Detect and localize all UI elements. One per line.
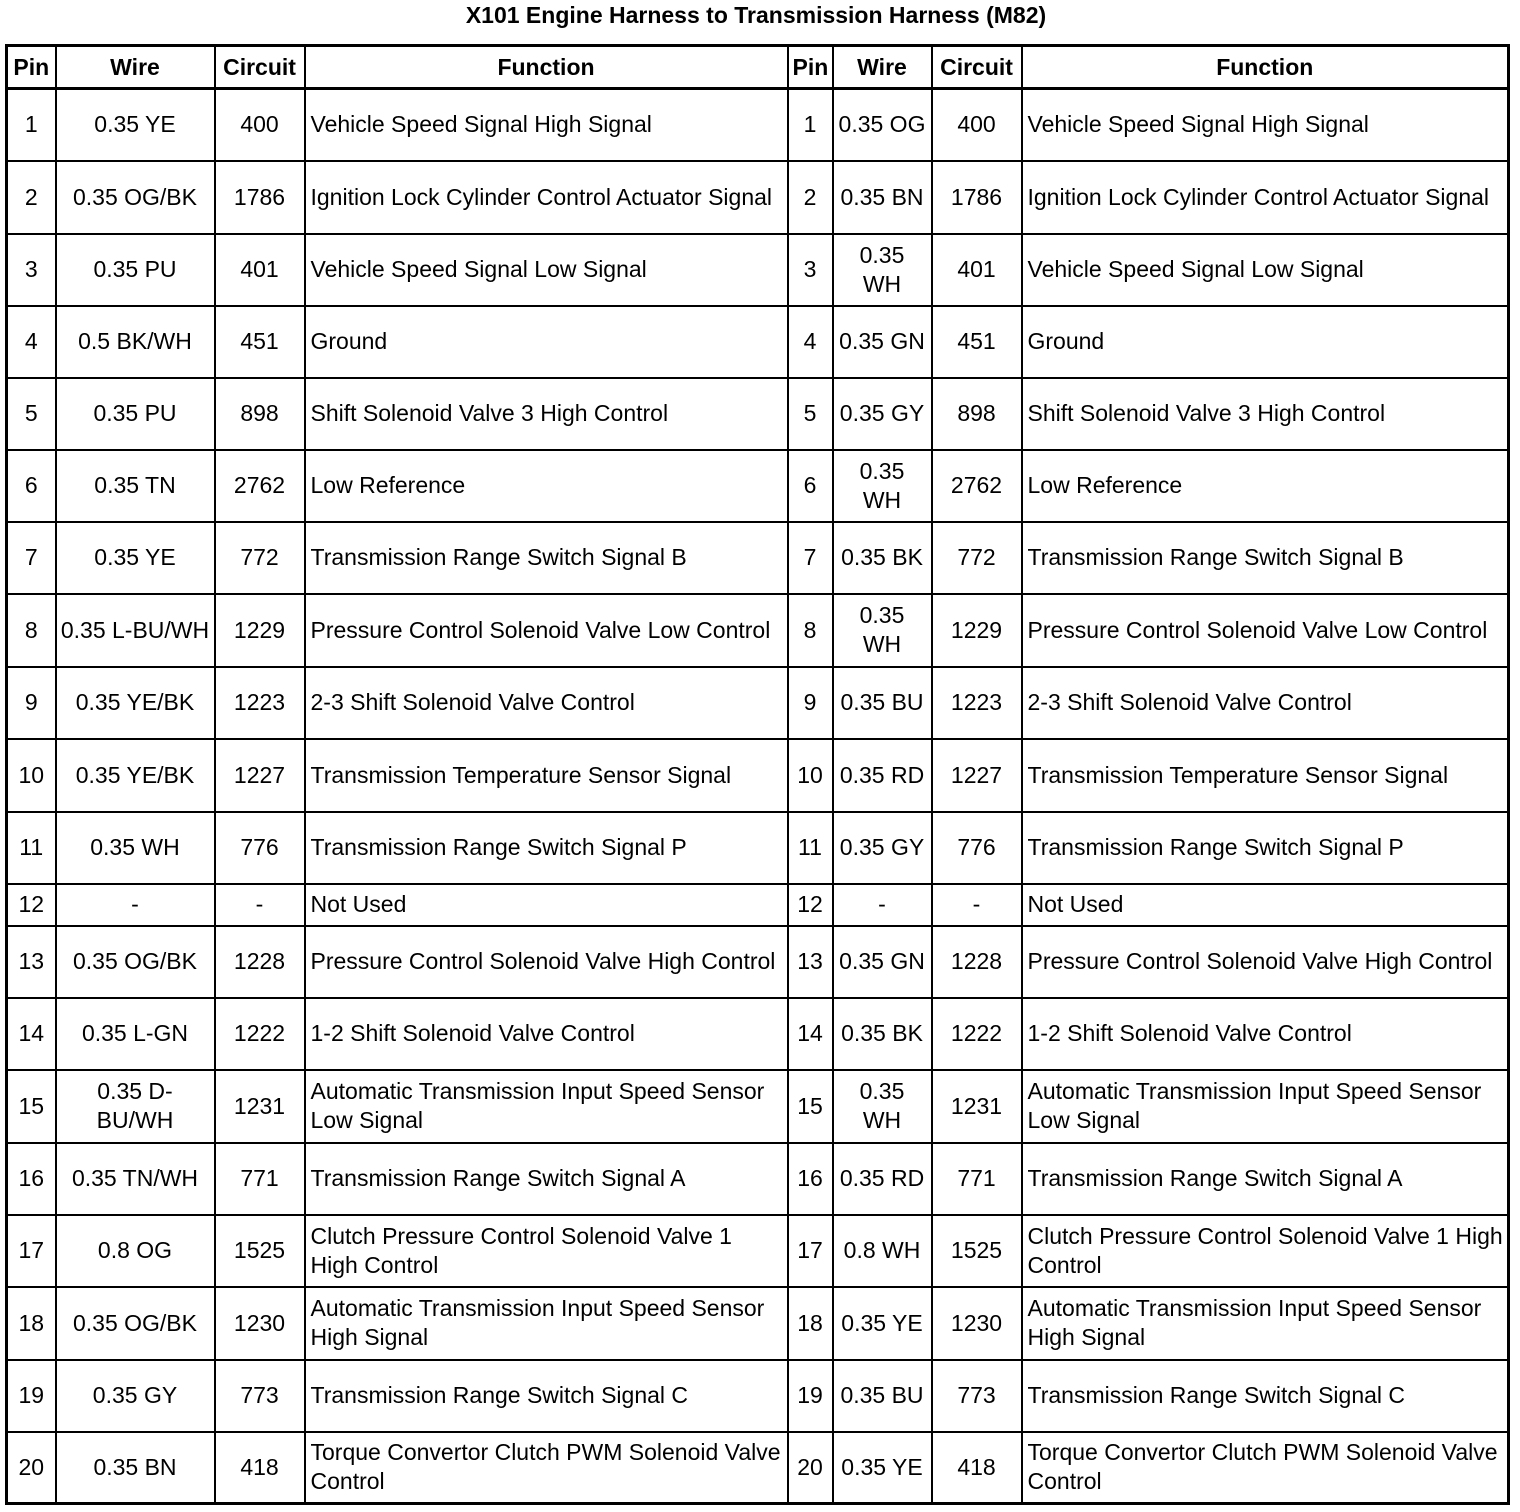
table-row bbox=[7, 1070, 1509, 1143]
cell-function-left: Transmission Range Switch Signal B bbox=[305, 522, 788, 594]
cell-function-right: Transmission Range Switch Signal P bbox=[1022, 812, 1509, 884]
cell-wire-left: 0.35 PU bbox=[56, 378, 215, 450]
table-row bbox=[7, 884, 1509, 926]
cell-circuit-right: 773 bbox=[932, 1360, 1022, 1432]
table-row bbox=[7, 1360, 1509, 1432]
cell-pin-right: 9 bbox=[788, 667, 833, 739]
cell-circuit-left: - bbox=[215, 884, 305, 926]
cell-function-left: Ground bbox=[305, 306, 788, 378]
cell-wire-left: 0.35 PU bbox=[56, 234, 215, 306]
table-row bbox=[7, 1432, 1509, 1504]
cell-circuit-left: 401 bbox=[215, 234, 305, 306]
cell-circuit-left: 1222 bbox=[215, 998, 305, 1070]
cell-wire-left: 0.35 L-GN bbox=[56, 998, 215, 1070]
cell-circuit-left: 772 bbox=[215, 522, 305, 594]
cell-wire-left: 0.35 D-BU/WH bbox=[56, 1070, 215, 1143]
cell-circuit-right: - bbox=[932, 884, 1022, 926]
cell-function-right: Pressure Control Solenoid Valve High Control bbox=[1022, 926, 1509, 998]
cell-function-left: 1-2 Shift Solenoid Valve Control bbox=[305, 998, 788, 1070]
cell-circuit-left: 1231 bbox=[215, 1070, 305, 1143]
header-function-right: Function bbox=[1022, 46, 1509, 89]
cell-pin-right: 1 bbox=[788, 89, 833, 161]
header-circuit-left: Circuit bbox=[215, 46, 305, 89]
cell-circuit-right: 400 bbox=[932, 89, 1022, 161]
cell-pin-left: 14 bbox=[7, 998, 56, 1070]
cell-pin-right: 14 bbox=[788, 998, 833, 1070]
cell-wire-left: 0.35 YE/BK bbox=[56, 739, 215, 812]
cell-circuit-right: 451 bbox=[932, 306, 1022, 378]
cell-circuit-left: 2762 bbox=[215, 450, 305, 522]
cell-function-right: Pressure Control Solenoid Valve Low Control bbox=[1022, 594, 1509, 667]
cell-circuit-right: 1228 bbox=[932, 926, 1022, 998]
table-row bbox=[7, 1287, 1509, 1360]
cell-pin-left: 3 bbox=[7, 234, 56, 306]
header-pin-left: Pin bbox=[7, 46, 56, 89]
cell-wire-right: 0.35 YE bbox=[833, 1287, 932, 1360]
cell-pin-left: 7 bbox=[7, 522, 56, 594]
cell-circuit-right: 771 bbox=[932, 1143, 1022, 1215]
cell-wire-right: 0.8 WH bbox=[833, 1215, 932, 1287]
cell-wire-right: 0.35 WH bbox=[833, 234, 932, 306]
cell-pin-right: 10 bbox=[788, 739, 833, 812]
cell-wire-right: - bbox=[833, 884, 932, 926]
cell-function-right: Low Reference bbox=[1022, 450, 1509, 522]
cell-pin-right: 17 bbox=[788, 1215, 833, 1287]
cell-function-right: Ignition Lock Cylinder Control Actuator Signal bbox=[1022, 161, 1509, 234]
cell-circuit-right: 1222 bbox=[932, 998, 1022, 1070]
cell-pin-left: 11 bbox=[7, 812, 56, 884]
cell-pin-right: 5 bbox=[788, 378, 833, 450]
table-row bbox=[7, 1215, 1509, 1287]
table-row bbox=[7, 739, 1509, 812]
cell-circuit-right: 898 bbox=[932, 378, 1022, 450]
cell-function-right: Torque Convertor Clutch PWM Solenoid Valve Control bbox=[1022, 1432, 1509, 1504]
table-row bbox=[7, 234, 1509, 306]
cell-function-right: Transmission Range Switch Signal B bbox=[1022, 522, 1509, 594]
cell-circuit-right: 1230 bbox=[932, 1287, 1022, 1360]
header-function-left: Function bbox=[305, 46, 788, 89]
cell-wire-right: 0.35 BU bbox=[833, 667, 932, 739]
cell-function-left: Vehicle Speed Signal High Signal bbox=[305, 89, 788, 161]
cell-circuit-left: 1223 bbox=[215, 667, 305, 739]
cell-pin-left: 9 bbox=[7, 667, 56, 739]
cell-pin-left: 4 bbox=[7, 306, 56, 378]
cell-wire-right: 0.35 GN bbox=[833, 306, 932, 378]
table-row bbox=[7, 812, 1509, 884]
cell-circuit-right: 418 bbox=[932, 1432, 1022, 1504]
cell-circuit-left: 1786 bbox=[215, 161, 305, 234]
cell-function-right: Vehicle Speed Signal High Signal bbox=[1022, 89, 1509, 161]
table-row bbox=[7, 926, 1509, 998]
cell-pin-left: 5 bbox=[7, 378, 56, 450]
cell-pin-left: 1 bbox=[7, 89, 56, 161]
cell-function-right: Transmission Temperature Sensor Signal bbox=[1022, 739, 1509, 812]
cell-function-right: Shift Solenoid Valve 3 High Control bbox=[1022, 378, 1509, 450]
cell-pin-left: 6 bbox=[7, 450, 56, 522]
cell-function-left: 2-3 Shift Solenoid Valve Control bbox=[305, 667, 788, 739]
cell-function-left: Pressure Control Solenoid Valve Low Control bbox=[305, 594, 788, 667]
cell-function-right: Automatic Transmission Input Speed Sensor High Signal bbox=[1022, 1287, 1509, 1360]
table-row bbox=[7, 998, 1509, 1070]
cell-pin-right: 4 bbox=[788, 306, 833, 378]
cell-function-left: Transmission Range Switch Signal C bbox=[305, 1360, 788, 1432]
cell-circuit-right: 776 bbox=[932, 812, 1022, 884]
table-row bbox=[7, 1143, 1509, 1215]
cell-function-right: Ground bbox=[1022, 306, 1509, 378]
cell-pin-right: 15 bbox=[788, 1070, 833, 1143]
cell-circuit-right: 2762 bbox=[932, 450, 1022, 522]
cell-pin-left: 15 bbox=[7, 1070, 56, 1143]
cell-function-left: Low Reference bbox=[305, 450, 788, 522]
cell-circuit-left: 771 bbox=[215, 1143, 305, 1215]
cell-function-left: Clutch Pressure Control Solenoid Valve 1 High Control bbox=[305, 1215, 788, 1287]
table-row bbox=[7, 89, 1509, 161]
cell-wire-left: 0.35 OG/BK bbox=[56, 161, 215, 234]
header-wire-right: Wire bbox=[833, 46, 932, 89]
table-row bbox=[7, 306, 1509, 378]
cell-wire-left: 0.5 BK/WH bbox=[56, 306, 215, 378]
cell-pin-right: 2 bbox=[788, 161, 833, 234]
cell-circuit-left: 400 bbox=[215, 89, 305, 161]
cell-wire-right: 0.35 GY bbox=[833, 812, 932, 884]
cell-circuit-right: 1786 bbox=[932, 161, 1022, 234]
cell-pin-left: 20 bbox=[7, 1432, 56, 1504]
cell-pin-left: 8 bbox=[7, 594, 56, 667]
cell-circuit-right: 1229 bbox=[932, 594, 1022, 667]
cell-function-left: Automatic Transmission Input Speed Sensor Low Signal bbox=[305, 1070, 788, 1143]
cell-function-right: Transmission Range Switch Signal C bbox=[1022, 1360, 1509, 1432]
cell-wire-left: 0.35 GY bbox=[56, 1360, 215, 1432]
cell-pin-left: 2 bbox=[7, 161, 56, 234]
cell-pin-right: 13 bbox=[788, 926, 833, 998]
cell-pin-left: 12 bbox=[7, 884, 56, 926]
cell-wire-right: 0.35 RD bbox=[833, 739, 932, 812]
cell-wire-left: 0.35 TN bbox=[56, 450, 215, 522]
cell-circuit-left: 1230 bbox=[215, 1287, 305, 1360]
cell-wire-left: 0.35 OG/BK bbox=[56, 1287, 215, 1360]
cell-pin-left: 16 bbox=[7, 1143, 56, 1215]
cell-function-right: Automatic Transmission Input Speed Sensor Low Signal bbox=[1022, 1070, 1509, 1143]
cell-function-right: 2-3 Shift Solenoid Valve Control bbox=[1022, 667, 1509, 739]
cell-wire-right: 0.35 WH bbox=[833, 1070, 932, 1143]
cell-wire-left: 0.35 YE bbox=[56, 522, 215, 594]
cell-function-left: Ignition Lock Cylinder Control Actuator Signal bbox=[305, 161, 788, 234]
cell-function-left: Pressure Control Solenoid Valve High Control bbox=[305, 926, 788, 998]
cell-wire-left: 0.35 L-BU/WH bbox=[56, 594, 215, 667]
cell-wire-right: 0.35 BK bbox=[833, 998, 932, 1070]
cell-pin-left: 18 bbox=[7, 1287, 56, 1360]
cell-pin-left: 13 bbox=[7, 926, 56, 998]
cell-pin-right: 16 bbox=[788, 1143, 833, 1215]
cell-wire-right: 0.35 BN bbox=[833, 161, 932, 234]
cell-pin-right: 19 bbox=[788, 1360, 833, 1432]
cell-wire-right: 0.35 GY bbox=[833, 378, 932, 450]
cell-wire-left: 0.35 OG/BK bbox=[56, 926, 215, 998]
cell-circuit-left: 773 bbox=[215, 1360, 305, 1432]
cell-function-right: 1-2 Shift Solenoid Valve Control bbox=[1022, 998, 1509, 1070]
cell-function-left: Automatic Transmission Input Speed Sensor High Signal bbox=[305, 1287, 788, 1360]
cell-function-left: Torque Convertor Clutch PWM Solenoid Valve Control bbox=[305, 1432, 788, 1504]
cell-function-left: Transmission Range Switch Signal P bbox=[305, 812, 788, 884]
cell-circuit-left: 898 bbox=[215, 378, 305, 450]
cell-circuit-left: 1227 bbox=[215, 739, 305, 812]
header-row bbox=[7, 46, 1509, 89]
cell-circuit-left: 1228 bbox=[215, 926, 305, 998]
cell-pin-left: 10 bbox=[7, 739, 56, 812]
table-row bbox=[7, 522, 1509, 594]
cell-circuit-left: 776 bbox=[215, 812, 305, 884]
cell-pin-right: 18 bbox=[788, 1287, 833, 1360]
cell-wire-right: 0.35 BU bbox=[833, 1360, 932, 1432]
cell-pin-right: 20 bbox=[788, 1432, 833, 1504]
cell-function-left: Shift Solenoid Valve 3 High Control bbox=[305, 378, 788, 450]
cell-wire-left: 0.35 YE/BK bbox=[56, 667, 215, 739]
table-row bbox=[7, 667, 1509, 739]
cell-circuit-right: 1227 bbox=[932, 739, 1022, 812]
cell-wire-left: - bbox=[56, 884, 215, 926]
cell-wire-left: 0.35 YE bbox=[56, 89, 215, 161]
cell-circuit-left: 1525 bbox=[215, 1215, 305, 1287]
cell-function-left: Vehicle Speed Signal Low Signal bbox=[305, 234, 788, 306]
cell-circuit-left: 1229 bbox=[215, 594, 305, 667]
cell-pin-right: 7 bbox=[788, 522, 833, 594]
table-title: X101 Engine Harness to Transmission Harness (M82) bbox=[465, 2, 1047, 28]
cell-function-right: Not Used bbox=[1022, 884, 1509, 926]
cell-function-left: Not Used bbox=[305, 884, 788, 926]
cell-pin-left: 19 bbox=[7, 1360, 56, 1432]
cell-function-right: Clutch Pressure Control Solenoid Valve 1 High Control bbox=[1022, 1215, 1509, 1287]
cell-function-left: Transmission Range Switch Signal A bbox=[305, 1143, 788, 1215]
cell-pin-right: 6 bbox=[788, 450, 833, 522]
cell-circuit-right: 1525 bbox=[932, 1215, 1022, 1287]
cell-wire-right: 0.35 BK bbox=[833, 522, 932, 594]
cell-function-left: Transmission Temperature Sensor Signal bbox=[305, 739, 788, 812]
header-pin-right: Pin bbox=[788, 46, 833, 89]
table-row bbox=[7, 161, 1509, 234]
table-row bbox=[7, 594, 1509, 667]
table-body bbox=[7, 89, 1509, 1504]
cell-wire-right: 0.35 WH bbox=[833, 594, 932, 667]
header-wire-left: Wire bbox=[56, 46, 215, 89]
cell-pin-right: 3 bbox=[788, 234, 833, 306]
header-circuit-right: Circuit bbox=[932, 46, 1022, 89]
cell-circuit-right: 1223 bbox=[932, 667, 1022, 739]
cell-wire-right: 0.35 YE bbox=[833, 1432, 932, 1504]
cell-pin-right: 12 bbox=[788, 884, 833, 926]
cell-pin-right: 8 bbox=[788, 594, 833, 667]
cell-wire-left: 0.35 WH bbox=[56, 812, 215, 884]
cell-circuit-right: 401 bbox=[932, 234, 1022, 306]
cell-circuit-left: 418 bbox=[215, 1432, 305, 1504]
cell-wire-left: 0.8 OG bbox=[56, 1215, 215, 1287]
cell-circuit-right: 1231 bbox=[932, 1070, 1022, 1143]
cell-pin-left: 17 bbox=[7, 1215, 56, 1287]
table-row bbox=[7, 378, 1509, 450]
cell-wire-right: 0.35 OG bbox=[833, 89, 932, 161]
cell-function-right: Transmission Range Switch Signal A bbox=[1022, 1143, 1509, 1215]
connector-pinout-table bbox=[5, 44, 1510, 1505]
cell-wire-left: 0.35 TN/WH bbox=[56, 1143, 215, 1215]
cell-wire-right: 0.35 RD bbox=[833, 1143, 932, 1215]
cell-wire-right: 0.35 WH bbox=[833, 450, 932, 522]
cell-circuit-left: 451 bbox=[215, 306, 305, 378]
cell-function-right: Vehicle Speed Signal Low Signal bbox=[1022, 234, 1509, 306]
cell-circuit-right: 772 bbox=[932, 522, 1022, 594]
cell-pin-right: 11 bbox=[788, 812, 833, 884]
cell-wire-left: 0.35 BN bbox=[56, 1432, 215, 1504]
table-row bbox=[7, 450, 1509, 522]
cell-wire-right: 0.35 GN bbox=[833, 926, 932, 998]
